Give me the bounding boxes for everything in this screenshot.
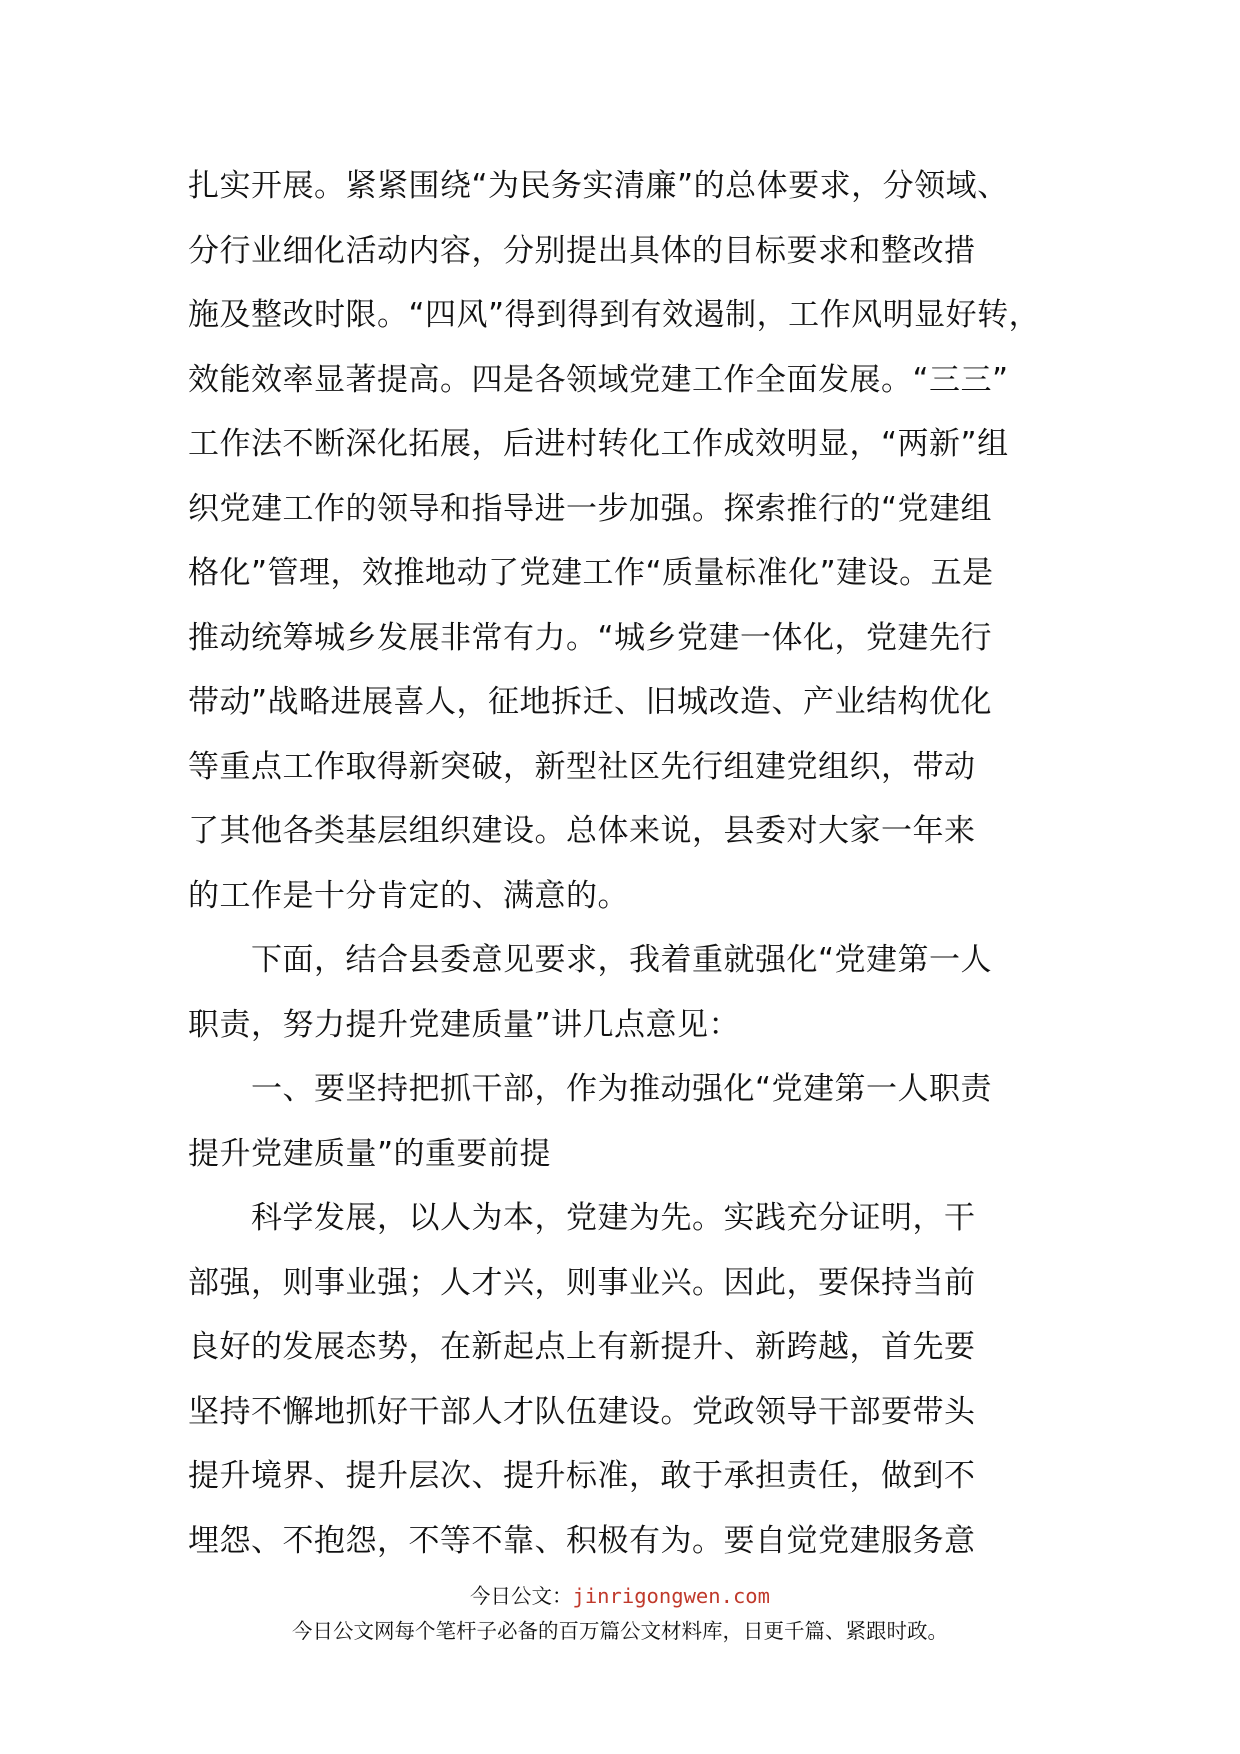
text-line: 埋怨、不抱怨，不等不靠、积极有为。要自觉党建服务意: [188, 1522, 976, 1559]
text-line: 格化”管理，效推地动了党建工作“质量标准化”建设。五是: [188, 555, 994, 591]
text-line: 良好的发展态势，在新起点上有新提升、新跨越，首先要: [188, 1329, 976, 1365]
footer-label: 今日公文：: [470, 1584, 573, 1608]
section-heading-line: 一、要坚持把抓干部，作为推动强化“党建第一人职责: [188, 1071, 993, 1107]
text-line: 了其他各类基层组织建设。总体来说，县委对大家一年来: [188, 813, 976, 849]
text-line: 带动”战略进展喜人，征地拆迁、旧城改造、产业结构优化: [188, 684, 993, 720]
text-line: 工作法不断深化拓展，后进村转化工作成效明显，“两新”组: [188, 426, 1009, 462]
text-line: 坚持不懈地抓好干部人才队伍建设。党政领导干部要带头: [188, 1393, 976, 1430]
footer-source: [0, 1579, 1240, 1609]
text-line: 科学发展，以人为本，党建为先。实践充分证明，干: [188, 1200, 976, 1236]
text-line: 提升境界、提升层次、提升标准，敢于承担责任，做到不: [188, 1458, 976, 1494]
text-line: 等重点工作取得新突破，新型社区先行组建党组织，带动: [188, 748, 976, 785]
text-line: 扎实开展。紧紧围绕“为民务实清廉”的总体要求，分领域、: [188, 168, 1009, 204]
text-line: 部强，则事业强；人才兴，则事业兴。因此，要保持当前: [188, 1264, 976, 1301]
text-line: 施及整改时限。“四风”得到得到有效遏制，工作风明显好转，: [188, 297, 1041, 333]
text-line: 推动统筹城乡发展非常有力。“城乡党建一体化，党建先行: [188, 619, 993, 656]
text-line: 分行业细化活动内容，分别提出具体的目标要求和整改措: [188, 232, 976, 269]
text-line: 的工作是十分肯定的、满意的。: [188, 877, 629, 914]
footer-slogan: 今日公文网每个笔杆子必备的百万篇公文材料库，日更千篇、紧跟时政。: [292, 1619, 948, 1643]
document-body: [188, 154, 1088, 1573]
text-line: 织党建工作的领导和指导进一步加强。探索推行的“党建组: [188, 490, 993, 527]
footer-url-link[interactable]: jinrigongwen.com: [572, 1584, 770, 1608]
text-line: 效能效率显著提高。四是各领域党建工作全面发展。“三三”: [188, 361, 1009, 398]
section-heading-line: 提升党建质量”的重要前提: [188, 1135, 552, 1172]
text-line: 下面，结合县委意见要求，我着重就强化“党建第一人: [188, 942, 993, 978]
text-line: 职责，努力提升党建质量”讲几点意见：: [188, 1006, 741, 1043]
